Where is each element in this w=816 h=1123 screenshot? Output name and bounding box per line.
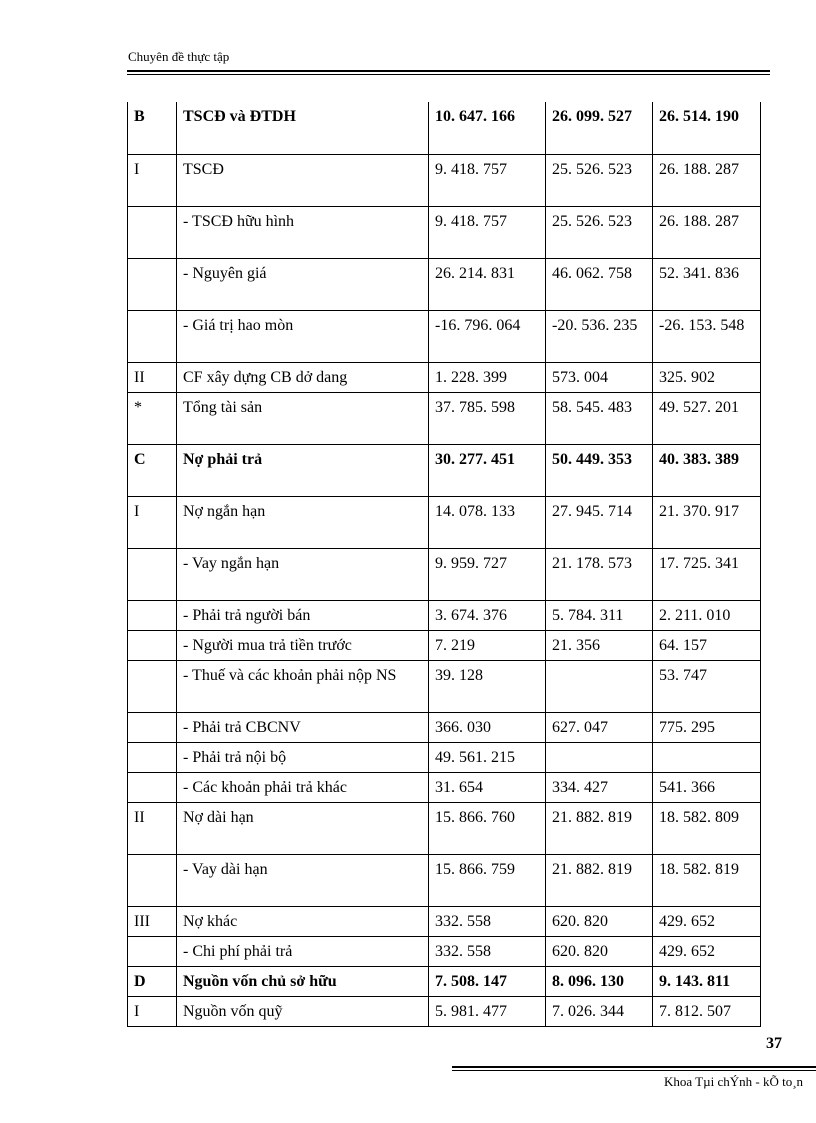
row-code: III <box>128 906 177 936</box>
header-rule-thin <box>127 74 770 75</box>
row-label: - Vay ngắn hạn <box>177 548 429 600</box>
value-col-3: 2. 211. 010 <box>653 600 761 630</box>
value-col-1: -16. 796. 064 <box>429 310 546 362</box>
value-col-3: 26. 514. 190 <box>653 102 761 154</box>
value-col-2: 573. 004 <box>546 362 653 392</box>
value-col-2: 21. 882. 819 <box>546 854 653 906</box>
balance-sheet-table <box>127 102 761 1027</box>
table-row <box>128 392 761 444</box>
header-rule <box>127 70 770 72</box>
table-row <box>128 310 761 362</box>
row-code <box>128 206 177 258</box>
balance-sheet-body <box>128 102 761 1026</box>
value-col-2 <box>546 660 653 712</box>
value-col-3: 18. 582. 809 <box>653 802 761 854</box>
page-number: 37 <box>766 1035 782 1052</box>
value-col-1: 366. 030 <box>429 712 546 742</box>
value-col-2: 7. 026. 344 <box>546 996 653 1026</box>
value-col-2: 21. 178. 573 <box>546 548 653 600</box>
row-label: - TSCĐ hữu hình <box>177 206 429 258</box>
row-label: - Phải trả CBCNV <box>177 712 429 742</box>
row-label: Nợ khác <box>177 906 429 936</box>
row-code: II <box>128 802 177 854</box>
value-col-1: 3. 674. 376 <box>429 600 546 630</box>
value-col-3: 26. 188. 287 <box>653 154 761 206</box>
value-col-1: 7. 508. 147 <box>429 966 546 996</box>
row-code <box>128 854 177 906</box>
footer-rule <box>452 1066 816 1068</box>
row-label: Nguồn vốn chủ sở hữu <box>177 966 429 996</box>
value-col-2: 21. 882. 819 <box>546 802 653 854</box>
row-code <box>128 660 177 712</box>
row-label: - Phải trả nội bộ <box>177 742 429 772</box>
row-code: I <box>128 154 177 206</box>
row-code <box>128 258 177 310</box>
table-row <box>128 600 761 630</box>
value-col-1: 332. 558 <box>429 936 546 966</box>
value-col-3: -26. 153. 548 <box>653 310 761 362</box>
table-row <box>128 154 761 206</box>
page-header-title: Chuyên đề thực tập <box>128 49 230 64</box>
value-col-2: 334. 427 <box>546 772 653 802</box>
row-code <box>128 630 177 660</box>
table-row <box>128 206 761 258</box>
value-col-1: 7. 219 <box>429 630 546 660</box>
table-row <box>128 802 761 854</box>
value-col-2: 620. 820 <box>546 906 653 936</box>
value-col-1: 15. 866. 759 <box>429 854 546 906</box>
row-label: Nợ dài hạn <box>177 802 429 854</box>
value-col-2: 46. 062. 758 <box>546 258 653 310</box>
value-col-1: 5. 981. 477 <box>429 996 546 1026</box>
row-label: - Giá trị hao mòn <box>177 310 429 362</box>
table-row <box>128 496 761 548</box>
row-code: D <box>128 966 177 996</box>
value-col-3: 17. 725. 341 <box>653 548 761 600</box>
table-row <box>128 444 761 496</box>
table-row <box>128 660 761 712</box>
row-code: B <box>128 102 177 154</box>
value-col-2: 58. 545. 483 <box>546 392 653 444</box>
table-row <box>128 362 761 392</box>
row-code <box>128 742 177 772</box>
footer-department: Khoa Tµi chÝnh - kÕ to¸n <box>664 1074 804 1089</box>
row-label: CF xây dựng CB dở dang <box>177 362 429 392</box>
value-col-2: 26. 099. 527 <box>546 102 653 154</box>
value-col-3: 40. 383. 389 <box>653 444 761 496</box>
value-col-3: 9. 143. 811 <box>653 966 761 996</box>
value-col-1: 332. 558 <box>429 906 546 936</box>
value-col-3: 7. 812. 507 <box>653 996 761 1026</box>
row-label: - Vay dài hạn <box>177 854 429 906</box>
value-col-2: 21. 356 <box>546 630 653 660</box>
value-col-2: 25. 526. 523 <box>546 154 653 206</box>
value-col-3: 26. 188. 287 <box>653 206 761 258</box>
value-col-1: 1. 228. 399 <box>429 362 546 392</box>
row-code <box>128 712 177 742</box>
value-col-2: 50. 449. 353 <box>546 444 653 496</box>
table-row <box>128 742 761 772</box>
row-label: - Các khoản phải trả khác <box>177 772 429 802</box>
row-code <box>128 310 177 362</box>
row-label: Nguồn vốn quỹ <box>177 996 429 1026</box>
value-col-2: 8. 096. 130 <box>546 966 653 996</box>
value-col-2: 25. 526. 523 <box>546 206 653 258</box>
row-code <box>128 772 177 802</box>
table-row <box>128 854 761 906</box>
row-label: TSCĐ <box>177 154 429 206</box>
value-col-3: 429. 652 <box>653 936 761 966</box>
value-col-1: 9. 418. 757 <box>429 206 546 258</box>
footer-rule-thin <box>452 1070 816 1071</box>
row-label: - Người mua trả tiền trước <box>177 630 429 660</box>
value-col-2: 27. 945. 714 <box>546 496 653 548</box>
value-col-1: 30. 277. 451 <box>429 444 546 496</box>
value-col-3: 52. 341. 836 <box>653 258 761 310</box>
value-col-1: 15. 866. 760 <box>429 802 546 854</box>
value-col-3: 429. 652 <box>653 906 761 936</box>
value-col-3: 21. 370. 917 <box>653 496 761 548</box>
table-row <box>128 630 761 660</box>
value-col-1: 37. 785. 598 <box>429 392 546 444</box>
value-col-3: 325. 902 <box>653 362 761 392</box>
value-col-3: 53. 747 <box>653 660 761 712</box>
value-col-2: 5. 784. 311 <box>546 600 653 630</box>
row-label: - Nguyên giá <box>177 258 429 310</box>
row-label: TSCĐ và ĐTDH <box>177 102 429 154</box>
table-row <box>128 102 761 154</box>
value-col-2: 620. 820 <box>546 936 653 966</box>
row-code: II <box>128 362 177 392</box>
value-col-3: 49. 527. 201 <box>653 392 761 444</box>
table-row <box>128 548 761 600</box>
value-col-2 <box>546 742 653 772</box>
table-row <box>128 936 761 966</box>
row-label: Nợ ngắn hạn <box>177 496 429 548</box>
row-label: - Thuế và các khoản phải nộp NS <box>177 660 429 712</box>
row-label: - Phải trả người bán <box>177 600 429 630</box>
row-code: * <box>128 392 177 444</box>
table-row <box>128 712 761 742</box>
table-row <box>128 906 761 936</box>
value-col-1: 9. 418. 757 <box>429 154 546 206</box>
value-col-1: 10. 647. 166 <box>429 102 546 154</box>
value-col-3: 64. 157 <box>653 630 761 660</box>
value-col-1: 49. 561. 215 <box>429 742 546 772</box>
table-row <box>128 772 761 802</box>
value-col-2: 627. 047 <box>546 712 653 742</box>
row-label: Tổng tài sản <box>177 392 429 444</box>
row-code <box>128 936 177 966</box>
row-code: I <box>128 496 177 548</box>
value-col-3 <box>653 742 761 772</box>
value-col-1: 14. 078. 133 <box>429 496 546 548</box>
row-code <box>128 548 177 600</box>
row-code: I <box>128 996 177 1026</box>
value-col-1: 9. 959. 727 <box>429 548 546 600</box>
value-col-3: 18. 582. 819 <box>653 854 761 906</box>
value-col-1: 39. 128 <box>429 660 546 712</box>
row-code: C <box>128 444 177 496</box>
row-label: - Chi phí phải trả <box>177 936 429 966</box>
value-col-3: 775. 295 <box>653 712 761 742</box>
value-col-3: 541. 366 <box>653 772 761 802</box>
row-code <box>128 600 177 630</box>
value-col-1: 31. 654 <box>429 772 546 802</box>
table-row <box>128 966 761 996</box>
table-row <box>128 996 761 1026</box>
row-label: Nợ phải trả <box>177 444 429 496</box>
table-row <box>128 258 761 310</box>
value-col-2: -20. 536. 235 <box>546 310 653 362</box>
value-col-1: 26. 214. 831 <box>429 258 546 310</box>
